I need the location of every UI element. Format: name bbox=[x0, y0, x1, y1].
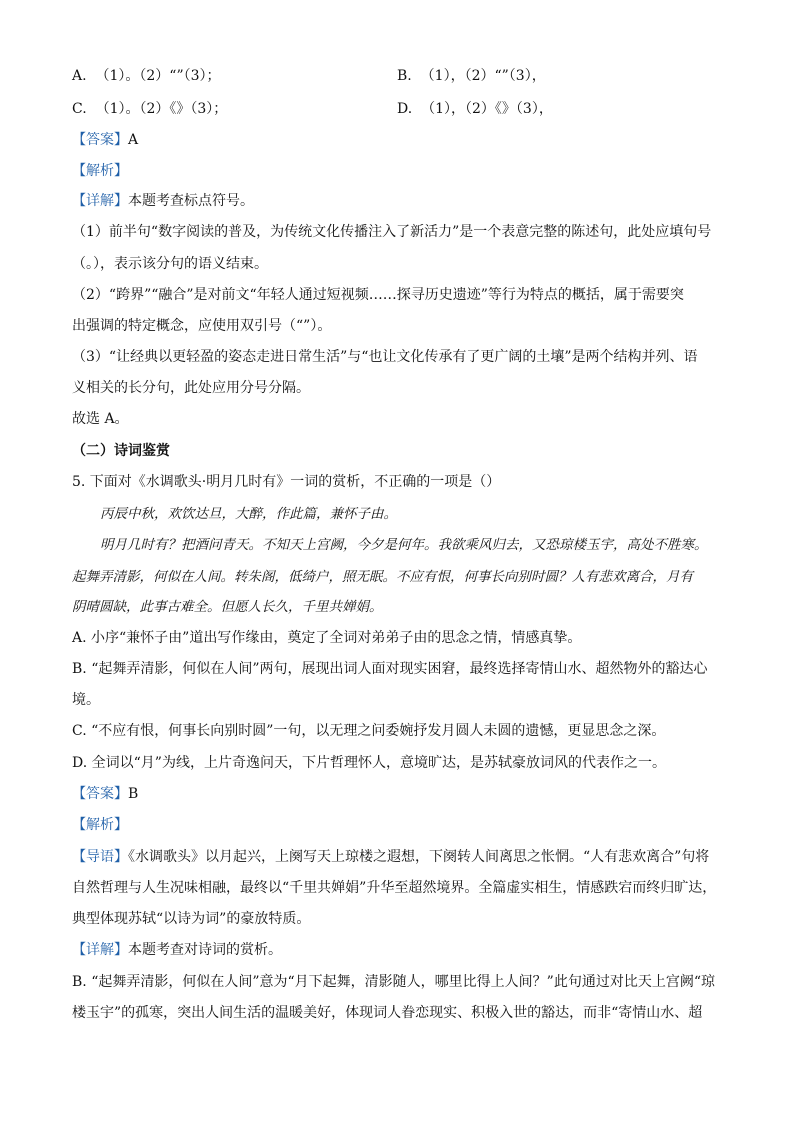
detail-p1-line2: （。），表示该分句的语义结束。 bbox=[72, 256, 268, 272]
option-b bbox=[397, 66, 546, 86]
q5-guide-tag: 【导语】 bbox=[72, 849, 128, 865]
q5-guide-line1 bbox=[72, 847, 709, 867]
conclusion: 故选 A。 bbox=[72, 411, 129, 427]
option-b-text: （1），（2）“”（3）， bbox=[420, 68, 546, 84]
option-b-label: B. bbox=[397, 68, 412, 84]
option-a-label: A. bbox=[72, 68, 87, 84]
q5-answer-value: B bbox=[128, 786, 139, 802]
q5-detail-row bbox=[72, 940, 282, 960]
q5-answer-tag: 【答案】 bbox=[72, 786, 128, 802]
poem-line-2: 起舞弄清影，何似在人间。转朱阁，低绮户，照无眠。不应有恨，何事长向别时圆？人有悲欢离合，月有 bbox=[72, 569, 693, 585]
q5-detail-intro: 本题考查对诗词的赏析。 bbox=[128, 942, 282, 958]
q5-option-b-line1: B. “起舞弄清影，何似在人间”两句，展现出词人面对现实困窘，最终选择寄情山水、超然物外的豁达心 bbox=[72, 661, 708, 677]
q5-guide-text-1: 《水调歌头》以月起兴，上阕写天上琼楼之遐想，下阕转人间离思之怅惘。“人有悲欢离合”句将 bbox=[128, 849, 710, 865]
option-d-text: （1），（2）《》（3）， bbox=[421, 101, 553, 117]
detail-p3-line2: 义相关的长分句，此处应用分号分隔。 bbox=[72, 380, 310, 396]
q5-detail-tag: 【详解】 bbox=[72, 942, 128, 958]
q5-detail-b-line2: 楼玉宇”的孤寒，突出人间生活的温暖美好，体现词人眷恋现实、积极入世的豁达，而非“寄情山水、超 bbox=[72, 1005, 703, 1021]
q5-option-a: A. 小序“兼怀子由”道出写作缘由，奠定了全词对弟弟子由的思念之情，情感真挚。 bbox=[72, 630, 582, 646]
answer-value: A bbox=[128, 132, 139, 148]
poem-line-1: 明月几时有？把酒问青天。不知天上宫阙，今夕是何年。我欲乘风归去，又恐琼楼玉宇，高处不胜寒。 bbox=[100, 537, 708, 553]
answer-row bbox=[72, 130, 138, 150]
question-5-stem: 5. 下面对《水调歌头·明月几时有》一词的赏析，不正确的一项是（） bbox=[72, 474, 501, 490]
detail-p1-line1: （1）前半句“数字阅读的普及，为传统文化传播注入了新活力”是一个表意完整的陈述句，此处应填句号 bbox=[72, 224, 712, 240]
option-c-text: （1）。（2）《》（3）； bbox=[95, 101, 228, 117]
q5-guide-line3: 典型体现苏轼“以诗为词”的豪放特质。 bbox=[72, 911, 311, 927]
analysis-tag: 【解析】 bbox=[72, 163, 128, 179]
q5-analysis-row bbox=[72, 815, 128, 835]
analysis-row bbox=[72, 161, 128, 181]
poem-preface: 丙辰中秋，欢饮达旦，大醉，作此篇，兼怀子由。 bbox=[100, 506, 397, 522]
option-d bbox=[397, 99, 553, 119]
option-c bbox=[72, 99, 227, 119]
detail-p2-line2: 出强调的特定概念，应使用双引号（“”）。 bbox=[72, 318, 332, 334]
q5-guide-line2: 自然哲理与人生况味相融，最终以“千里共婵娟”升华至超然境界。全篇虚实相生，情感跌宕而终归旷达， bbox=[72, 880, 717, 896]
detail-p3-line1: （3）“让经典以更轻盈的姿态走进日常生活”与“也让文化传承有了更广阔的土壤”是两个结构并列、语 bbox=[72, 349, 698, 365]
option-c-label: C. bbox=[72, 101, 87, 117]
option-a bbox=[72, 66, 221, 86]
poem-line-3: 阴晴圆缺，此事古难全。但愿人长久，千里共婵娟。 bbox=[72, 599, 383, 615]
q5-option-b-line2: 境。 bbox=[72, 692, 100, 708]
answer-tag: 【答案】 bbox=[72, 132, 128, 148]
q5-option-d: D. 全词以“月”为线，上片奇逸问天，下片哲理怀人，意境旷达，是苏轼豪放词风的代表作之一。 bbox=[72, 755, 666, 771]
q5-answer-row bbox=[72, 784, 138, 804]
q5-analysis-tag: 【解析】 bbox=[72, 817, 128, 833]
section-title: （二）诗词鉴赏 bbox=[72, 443, 170, 459]
detail-row bbox=[72, 191, 254, 211]
detail-tag: 【详解】 bbox=[72, 193, 128, 209]
option-d-label: D. bbox=[397, 101, 413, 117]
detail-intro: 本题考查标点符号。 bbox=[128, 193, 254, 209]
option-a-text: （1）。（2）“”（3）； bbox=[95, 68, 221, 84]
q5-option-c: C. “不应有恨，何事长向别时圆”一句，以无理之问委婉抒发月圆人未圆的遗憾，更显思念之深。 bbox=[72, 723, 666, 739]
q5-detail-b-line1: B. “起舞弄清影，何似在人间”意为“月下起舞，清影随人，哪里比得上人间？”此句通过对比天上宫阙“琼 bbox=[72, 974, 715, 990]
detail-p2-line1: （2）“跨界”“融合”是对前文“年轻人通过短视频……探寻历史遗迹”等行为特点的概括，属于需要突 bbox=[72, 287, 684, 303]
